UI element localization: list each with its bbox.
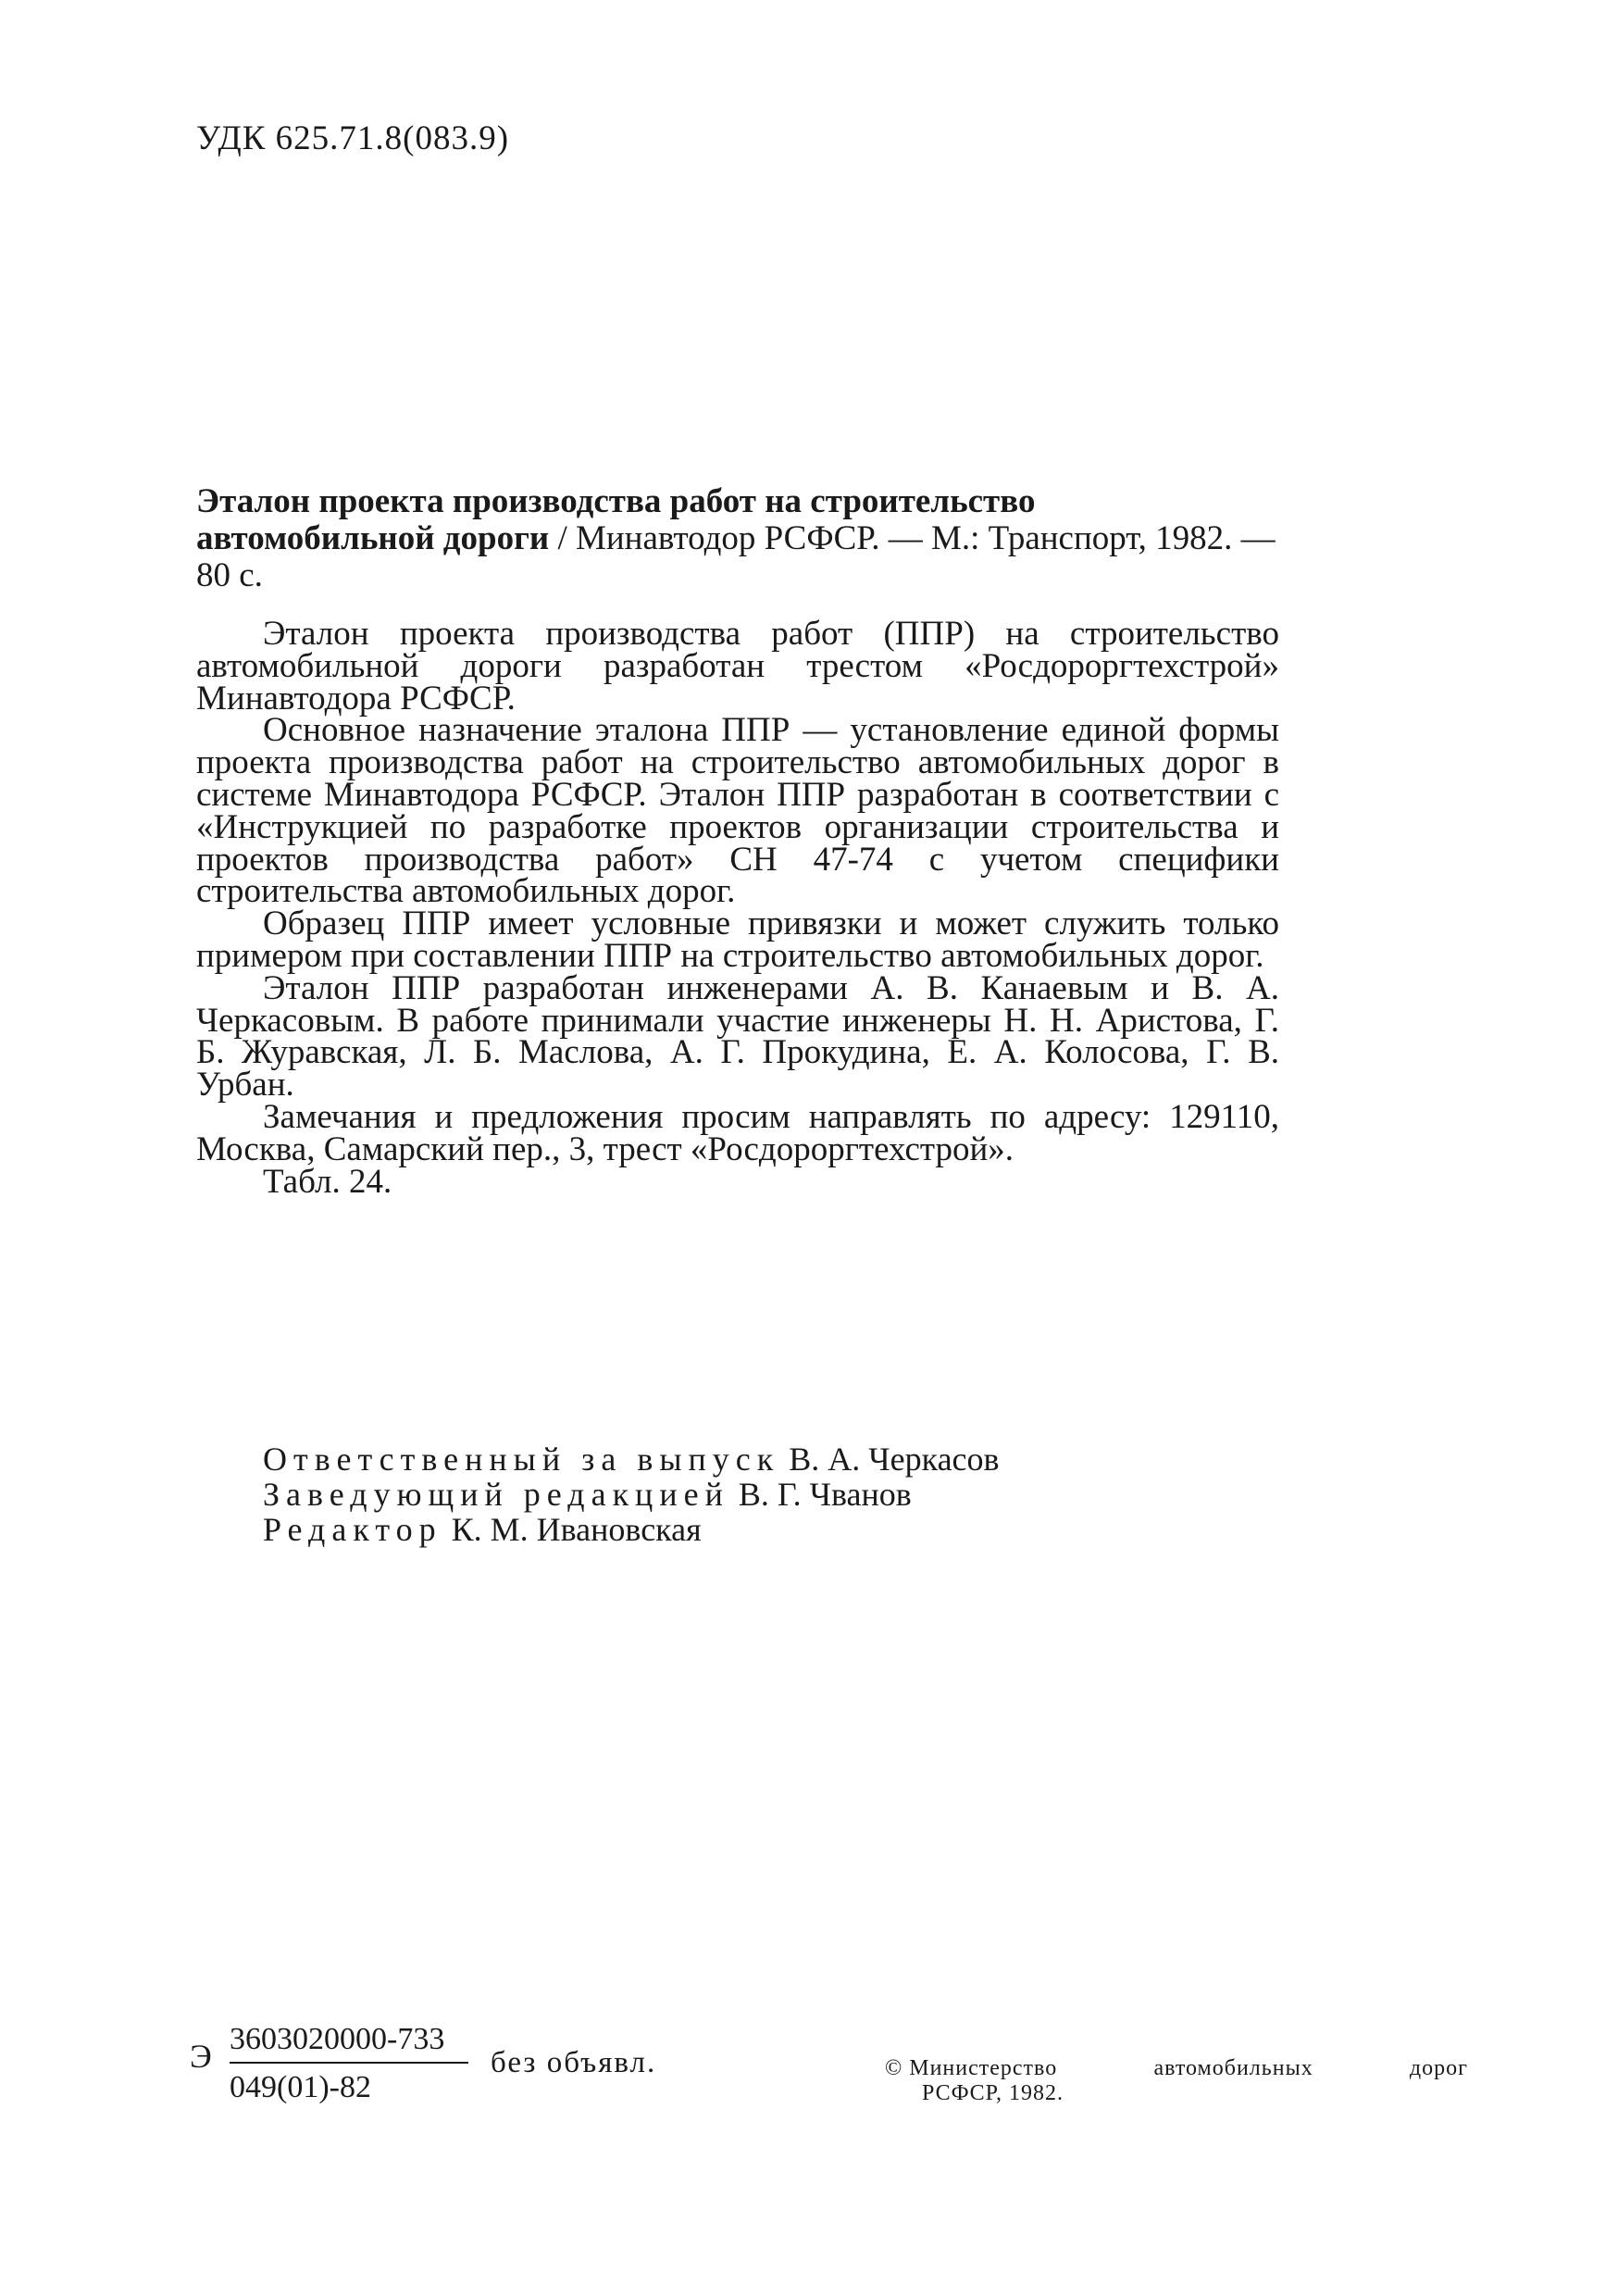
abstract-tables-count: Табл. 24. [263,1162,392,1201]
abstract-paragraph-address: Замечания и предложения просим направлять по адресу: 129110, Москва, Самарский пер., 3, трест «Росдороргтехстрой». [196,1097,1279,1168]
copyright-line-1 [885,2056,1468,2081]
staff-row-editor [263,1512,1000,1547]
staff-name: В. Г. Чванов [738,1476,912,1513]
copyright-line-2: РСФСР, 1982. [922,2081,1064,2105]
abstract-paragraph-developer: Эталон проекта производства работ (ППР) на строительство автомобильной дороги разработан трестом «Росдороргтехстрой» Минавтодора РСФСР. [196,615,1279,718]
udk-code: УДК 625.71.8(083.9) [196,119,510,157]
abstract-paragraph-sample: Образец ППР имеет условные привязки и может служить только примером при составлении ППР на строительство автомобильных дорог. [196,905,1279,975]
publication-details: / Минавтодор РСФСР. — М.: Транспорт, 1982. — 80 с. [196,519,1276,594]
copyright-ministry: Министерство [909,2056,1058,2080]
no-announcement-note: без объявл. [491,2046,657,2079]
publication-index-fraction [230,2021,468,2106]
staff-row-head-editor [263,1477,1000,1512]
copyright-icon: © [885,2056,903,2080]
abstract-paragraph-authors: Эталон ППР разработан инженерами А. В. Канаевым и В. А. Черкасовым. В работе принимали участие инженеры Н. Н. Аристова, Г. Б. Журавская, Л. Б. Маслова, А. Г. Прокудина, Е. А. Колосова, Г. В. Урбан. [196,968,1279,1104]
book-title: Эталон проекта производства работ на строительство автомобильной дороги [196,482,1036,557]
staff-role: Редактор [263,1511,442,1548]
staff-name: В. А. Черкасов [789,1441,1000,1478]
abstract-paragraph-purpose: Основное назначение эталона ППР — установление единой формы проекта производства работ на строительство автомобильных дорог в системе Минавтодора РСФСР. Эталон ППР разработан в соответствии с «Инструкцией по разработке проектов организации строительства и проектов производства работ» СН 47-74 с учетом специфики строительства автомобильных дорог. [196,711,1279,911]
copyright-notice [885,2056,1468,2106]
index-denominator: 049(01)-82 [230,2070,371,2104]
bibliographic-record [196,483,1279,594]
staff-role: Ответственный за выпуск [263,1441,780,1478]
staff-role: Заведующий редакцией [263,1476,729,1513]
copyright-automobile: автомобильных [1153,2056,1313,2080]
index-prefix: Э [190,2038,212,2075]
index-numerator: 3603020000-733 [230,2021,468,2064]
copyright-roads: дорог [1409,2056,1468,2080]
staff-name: К. М. Ивановская [451,1511,702,1548]
editorial-staff [263,1441,1000,1547]
staff-row-responsible [263,1441,1000,1477]
abstract [196,615,1279,1201]
